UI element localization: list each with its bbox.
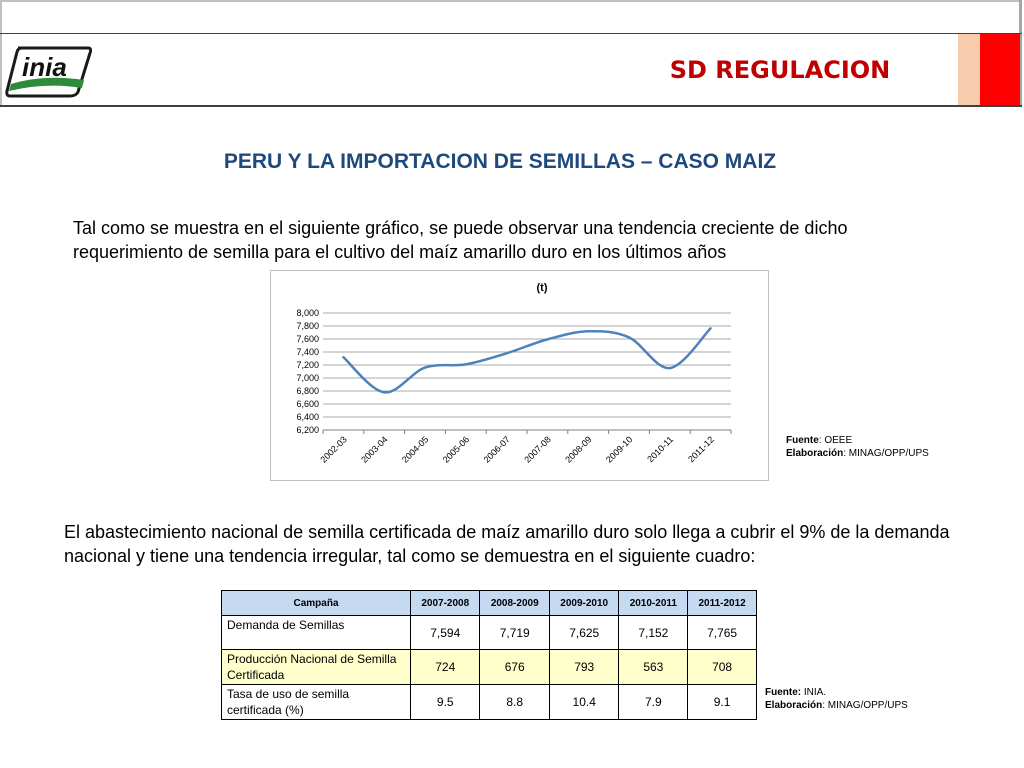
x-tick-label: 2004-05 — [399, 434, 431, 465]
table-row — [222, 685, 757, 720]
table-cell: 793 — [549, 650, 618, 685]
table-row — [222, 650, 757, 685]
table-header-cell: 2008-2009 — [480, 591, 549, 616]
table-fuente-line — [765, 686, 908, 699]
y-tick-label: 7,000 — [296, 373, 319, 383]
table-cell: 563 — [619, 650, 688, 685]
table-cell: 7,152 — [619, 616, 688, 650]
data-point — [546, 338, 548, 340]
y-tick-label: 8,000 — [296, 308, 319, 318]
table-cell: 7.9 — [619, 685, 688, 720]
table-row-label: Demanda de Semillas — [222, 616, 411, 650]
table-cell: 9.1 — [688, 685, 757, 720]
inia-logo — [4, 44, 92, 100]
y-tick-label: 6,800 — [296, 386, 319, 396]
table-header-cell: 2010-2011 — [619, 591, 688, 616]
table-elaboracion-line — [765, 699, 908, 712]
table-cell: 7,594 — [411, 616, 480, 650]
x-tick-label: 2007-08 — [522, 434, 553, 465]
data-point — [669, 367, 671, 369]
x-tick-label: 2011-12 — [686, 434, 717, 465]
x-tick-label: 2010-11 — [645, 434, 676, 465]
x-tick-label: 2006-07 — [481, 434, 513, 465]
table-header-cell: Campaña — [222, 591, 411, 616]
y-tick-label: 7,800 — [296, 321, 319, 331]
table-header-cell: 2011-2012 — [688, 591, 757, 616]
data-point — [383, 391, 385, 393]
table-cell: 8.8 — [480, 685, 549, 720]
chart-fuente-label: Fuente — [786, 435, 819, 446]
header-accent-stripe-red — [980, 34, 1020, 105]
header-accent-stripe-peach — [958, 34, 980, 105]
table-cell: 9.5 — [411, 685, 480, 720]
section-title: SD REGULACION — [669, 56, 891, 84]
table-row — [222, 616, 757, 650]
header-frame-top — [0, 0, 1022, 2]
chart-elaboracion-line — [786, 447, 929, 460]
chart-elaboracion-label: Elaboración — [786, 448, 844, 459]
table-cell: 10.4 — [549, 685, 618, 720]
data-point — [709, 327, 711, 329]
data-point — [424, 366, 426, 368]
y-tick-label: 7,600 — [296, 334, 319, 344]
table-header-row — [222, 591, 757, 616]
header-bottom-rule — [0, 105, 1022, 107]
x-tick-label: 2003-04 — [359, 434, 390, 465]
table-header-cell: 2007-2008 — [411, 591, 480, 616]
intro-paragraph: Tal como se muestra en el siguiente gráfico, se puede observar una tendencia creciente de dicho requerimiento de semilla para el cultivo del maíz amarillo duro en los últimos años — [73, 218, 848, 262]
table-source-note — [765, 686, 908, 712]
seed-data-table — [221, 590, 757, 720]
x-tick-label: 2002-03 — [318, 434, 349, 465]
x-tick-label: 2008-09 — [563, 434, 594, 465]
table-row-label: Tasa de uso de semilla certificada (%) — [222, 685, 411, 720]
y-tick-label: 7,200 — [296, 360, 319, 370]
chart-fuente-line — [786, 434, 929, 447]
chart-container — [270, 270, 769, 481]
y-tick-label: 6,200 — [296, 425, 319, 435]
table-elaboracion-label: Elaboración — [765, 700, 823, 711]
y-tick-label: 7,400 — [296, 347, 319, 357]
data-point — [628, 336, 630, 338]
y-tick-label: 6,400 — [296, 412, 319, 422]
table-cell: 7,765 — [688, 616, 757, 650]
table-cell: 708 — [688, 650, 757, 685]
header-top-rule — [0, 33, 1022, 34]
header-frame-left — [0, 0, 2, 107]
table-fuente-value: INIA. — [801, 687, 827, 698]
chart-source-note — [786, 434, 929, 460]
table-row-label: Producción Nacional de Semilla Certificada — [222, 650, 411, 685]
data-point — [465, 363, 467, 365]
line-chart — [271, 271, 768, 480]
series-line — [343, 328, 710, 392]
chart-elaboracion-value: : MINAG/OPP/UPS — [843, 448, 929, 459]
page-title: PERU Y LA IMPORTACION DE SEMILLAS – CASO MAIZ — [223, 150, 777, 173]
data-point — [587, 330, 589, 332]
table-cell: 7,625 — [549, 616, 618, 650]
table-cell: 7,719 — [480, 616, 549, 650]
supply-paragraph: El abastecimiento nacional de semilla certificada de maíz amarillo duro solo llega a cubrir el 9% de la demanda nacional y tiene una tendencia irregular, tal como se demuestra en el siguiente cuadro: — [64, 522, 950, 566]
table-elaboracion-value: : MINAG/OPP/UPS — [822, 700, 908, 711]
y-tick-label: 6,600 — [296, 399, 319, 409]
logo-text: inia — [22, 52, 67, 82]
table-fuente-label: Fuente: — [765, 687, 802, 698]
table-cell: 724 — [411, 650, 480, 685]
data-point — [342, 356, 344, 358]
x-tick-label: 2009-10 — [603, 434, 635, 465]
table-cell: 676 — [480, 650, 549, 685]
chart-fuente-value: : OEEE — [818, 435, 853, 446]
chart-title: (t) — [536, 282, 548, 294]
table-header-cell: 2009-2010 — [549, 591, 618, 616]
data-point — [505, 352, 507, 354]
x-tick-label: 2005-06 — [440, 434, 472, 465]
